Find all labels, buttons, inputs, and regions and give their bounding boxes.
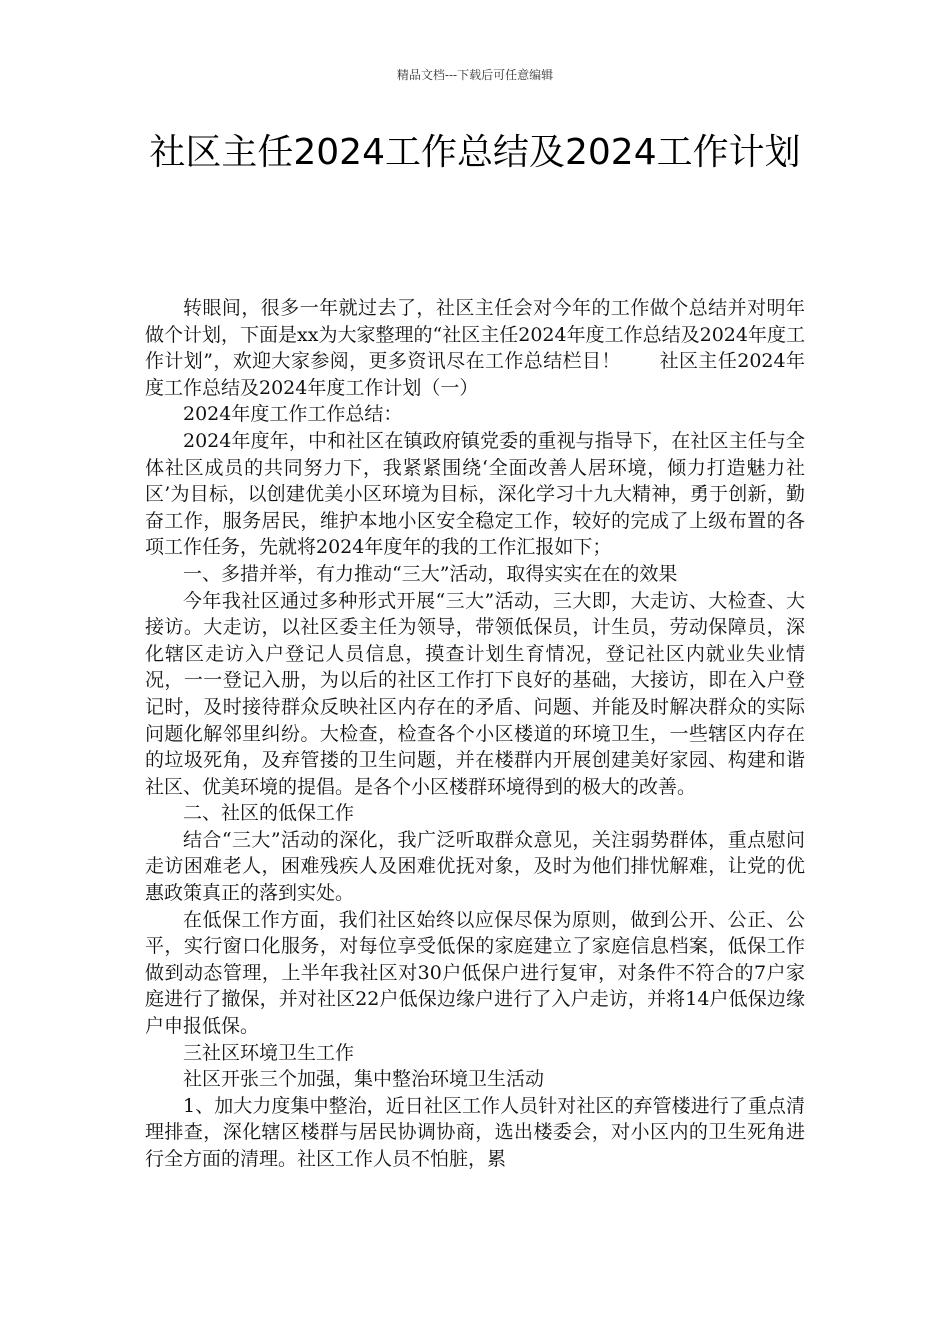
paragraph-three-activities: 今年我社区通过多种形式开展“三大”活动，三大即，大走访、大检查、大接访。大走访，以社区委主任为领导，带领低保员，计生员，劳动保障员，深化辖区走访入户登记人员信息，摸查计划生育情况，登记社区内就业失业情况，一一登记入册，为以后的社区工作打下良好的基础，大接访，即在入户登记时，及时接待群众反映社区内存在的矛盾、问题、并能及时解决群众的实际问题化解邻里纠纷。大检查，检查各个小区楼道的环境卫生，一些辖区内存在的垃圾死角，及弃管搂的卫生问题，并在楼群内开展创建美好家园、构建和谐社区、优美环境的提倡。是各个小区楼群环境得到的极大的改善。 bbox=[145, 589, 805, 798]
document-title: 社区主任2024工作总结及2024工作计划 bbox=[149, 132, 801, 173]
subsection-heading: 社区开张三个加强，集中整治环境卫生活动 bbox=[183, 1068, 545, 1091]
document-body bbox=[145, 295, 805, 1173]
page-header-note: 精品文档---下载后可任意编辑 bbox=[396, 68, 554, 82]
section-heading-1: 一、多措并举，有力推动“三大”活动，取得实实在在的效果 bbox=[183, 562, 678, 585]
paragraph-overview: 2024年度年，中和社区在镇政府镇党委的重视与指导下，在社区主任与全体社区成员的共同努力下，我紧紧围绕‘全面改善人居环境，倾力打造魅力社区’为目标，以创建优美小区环境为目标，深化学习十九大精神，勇于创新，勤奋工作，服务居民，维护本地小区安全稳定工作，较好的完成了上级布置的各项工作任务，先就将2024年度年的我的工作汇报如下； bbox=[145, 429, 805, 559]
paragraph-summary-heading: 2024年度工作工作总结： bbox=[183, 403, 403, 426]
paragraph-low-income-security: 在低保工作方面，我们社区始终以应保尽保为原则，做到公开、公正、公平，实行窗口化服务，对每位享受低保的家庭建立了家庭信息档案，低保工作做到动态管理，上半年我社区对30户低保户进行复审，对条件不符合的7户家庭进行了撤保，并对社区22户低保边缘户进行了入户走访，并将14户低保边缘户申报低保。 bbox=[145, 908, 805, 1038]
paragraph-intro: 转眼间，很多一年就过去了，社区主任会对今年的工作做个总结并对明年做个计划，下面是xx为大家整理的“社区主任2024年度工作总结及2024年度工作计划”，欢迎大家参阅，更多资讯尽在工作总结栏目！ 社区主任2024年度工作总结及2024年度工作计划（一） bbox=[145, 297, 805, 399]
paragraph-vulnerable-groups: 结合“三大”活动的深化，我广泛听取群众意见，关注弱势群体，重点慰问走访困难老人，困难残疾人及困难优抚对象，及时为他们排忧解难，让党的优惠政策真正的落到实处。 bbox=[145, 828, 805, 905]
section-heading-3: 三社区环境卫生工作 bbox=[183, 1041, 355, 1064]
section-heading-2: 二、社区的低保工作 bbox=[183, 802, 355, 825]
paragraph-cleanup: 1、加大力度集中整治，近日社区工作人员针对社区的弃管楼进行了重点清理排查，深化辖区楼群与居民协调协商，选出楼委会，对小区内的卫生死角进行全方面的清理。社区工作人员不怕脏，累 bbox=[145, 1094, 805, 1170]
